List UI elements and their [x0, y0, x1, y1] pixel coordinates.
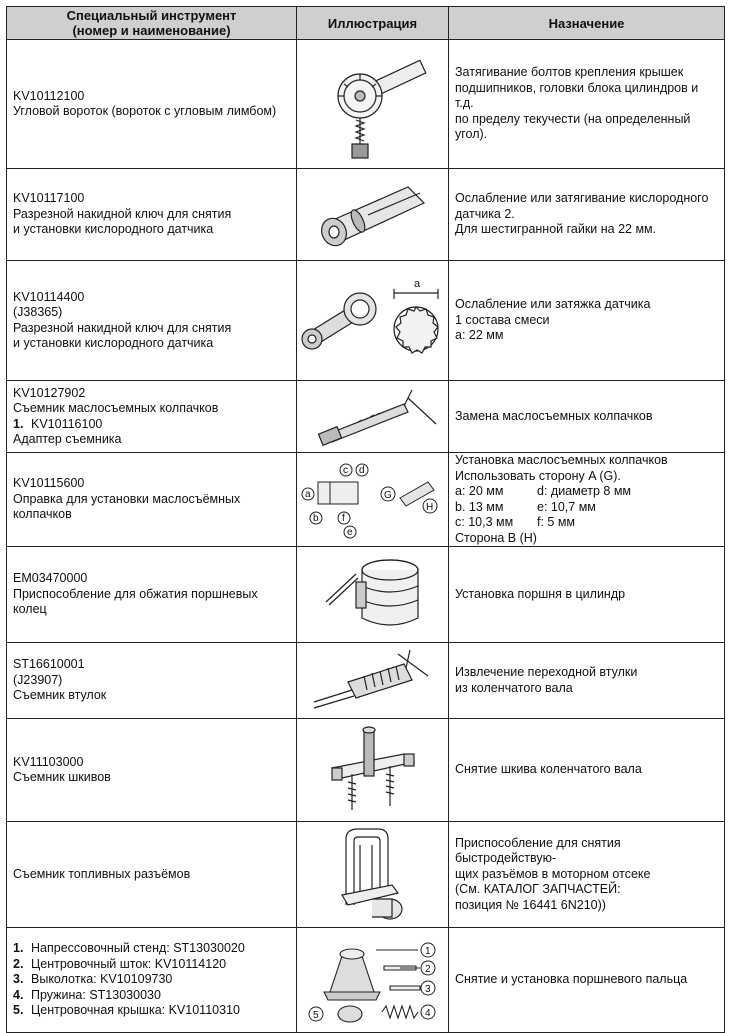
table-row — [7, 643, 725, 719]
tool-cell: KV10117100 Разрезной накидной ключ для снятия и установки кислородного датчика — [7, 169, 297, 261]
illustration-cell — [297, 547, 449, 643]
fuel-connector-remover-illustration — [328, 825, 418, 925]
label-a: a — [304, 488, 311, 500]
tool-cell: KV11103000 Съемник шкивов — [7, 719, 297, 822]
tool-cell: EM03470000 Приспособление для обжатия поршневых колец — [7, 547, 297, 643]
illustration-cell — [297, 453, 449, 547]
header-tool: Специальный инструмент (номер и наименование) — [7, 7, 297, 40]
purpose-cell: Установка поршня в цилиндр — [449, 547, 725, 643]
label-d: d — [358, 464, 365, 476]
flare-nut-wrench-illustration — [298, 271, 448, 371]
illustration-cell — [297, 643, 449, 719]
purpose-cell: Приспособление для снятия быстродействую- щих разъёмов в моторном отсеке (См. КАТАЛОГ ЗАПЧАСТЕЙ: позиция № 16441 6N210)) — [449, 822, 725, 928]
table-row — [7, 381, 725, 453]
label-h: H — [425, 501, 433, 513]
table-row — [7, 40, 725, 169]
table-header-row — [7, 7, 725, 40]
purpose-cell: Снятие и установка поршневого пальца — [449, 928, 725, 1033]
valve-seal-drift-illustration — [300, 460, 446, 540]
socket-wrench-illustration — [308, 175, 438, 255]
valve-seal-puller-illustration — [308, 384, 438, 450]
piston-pin-tool-set-illustration — [300, 932, 446, 1028]
table-row — [7, 453, 725, 547]
tool-cell: ST16610001 (J23907) Съемник втулок — [7, 643, 297, 719]
illustration-cell — [297, 40, 449, 169]
special-tools-table — [6, 6, 725, 1033]
label-c: c — [342, 464, 348, 476]
illustration-cell — [297, 381, 449, 453]
piston-ring-compressor-illustration — [318, 552, 428, 638]
label-g: G — [383, 489, 392, 501]
label-b: b — [312, 512, 319, 524]
illustration-cell — [297, 261, 449, 381]
illustration-cell — [297, 822, 449, 928]
header-illustration: Иллюстрация — [297, 7, 449, 40]
table-row — [7, 169, 725, 261]
callout-5: 5 — [312, 1010, 319, 1021]
illustration-cell — [297, 719, 449, 822]
purpose-cell: Замена маслосъемных колпачков — [449, 381, 725, 453]
tool-cell: 1. Напрессовочный стенд: ST13030020 2. Центровочный шток: KV10114120 3. Выколотка: KV10109730 4. Пружина: ST13030030 5. Центровочная крышка: KV10110310 — [7, 928, 297, 1033]
purpose-cell: Извлечение переходной втулки из коленчатого вала — [449, 643, 725, 719]
label-f: f — [341, 512, 345, 524]
illustration-cell — [297, 928, 449, 1033]
tool-cell: KV10115600 Оправка для установки маслосъёмных колпачков — [7, 453, 297, 547]
purpose-cell: Установка маслосъемных колпачков Использовать сторону A (G). a: 20 мм d: диаметр 8 мм b. 13 мм e: 10,7 мм c: 10,3 мм f: 5 мм Сторона B (H) — [449, 453, 725, 547]
illustration-cell — [297, 169, 449, 261]
angle-wrench-illustration — [318, 44, 428, 164]
bushing-puller-illustration — [308, 646, 438, 716]
table-row — [7, 261, 725, 381]
tool-cell: KV10112100 Угловой вороток (вороток с угловым лимбом) — [7, 40, 297, 169]
tool-cell: KV10127902 Съемник маслосъемных колпачков 1. KV10116100 Адаптер съемника — [7, 381, 297, 453]
dimension-label-a: a — [413, 277, 420, 290]
callout-3: 3 — [424, 984, 431, 995]
table-row — [7, 719, 725, 822]
table-row — [7, 928, 725, 1033]
tool-cell: Съемник топливных разъёмов — [7, 822, 297, 928]
purpose-cell: Затягивание болтов крепления крышек подшипников, головки блока цилиндров и т.д. по пределу текучести (на определенный угол). — [449, 40, 725, 169]
dimension-grid: a: 20 мм d: диаметр 8 мм b. 13 мм e: 10,7 мм c: 10,3 мм f: 5 мм — [455, 484, 632, 529]
tool-cell: KV10114400 (J38365) Разрезной накидной ключ для снятия и установки кислородного датчика — [7, 261, 297, 381]
purpose-cell: Ослабление или затягивание кислородного датчика 2. Для шестигранной гайки на 22 мм. — [449, 169, 725, 261]
pulley-puller-illustration — [318, 722, 428, 818]
purpose-cell: Снятие шкива коленчатого вала — [449, 719, 725, 822]
callout-2: 2 — [424, 964, 431, 975]
purpose-cell: Ослабление или затяжка датчика 1 состава смеси a: 22 мм — [449, 261, 725, 381]
callout-1: 1 — [424, 946, 431, 957]
label-e: e — [346, 526, 353, 538]
table-row — [7, 822, 725, 928]
callout-4: 4 — [424, 1008, 431, 1019]
header-purpose: Назначение — [449, 7, 725, 40]
table-row — [7, 547, 725, 643]
